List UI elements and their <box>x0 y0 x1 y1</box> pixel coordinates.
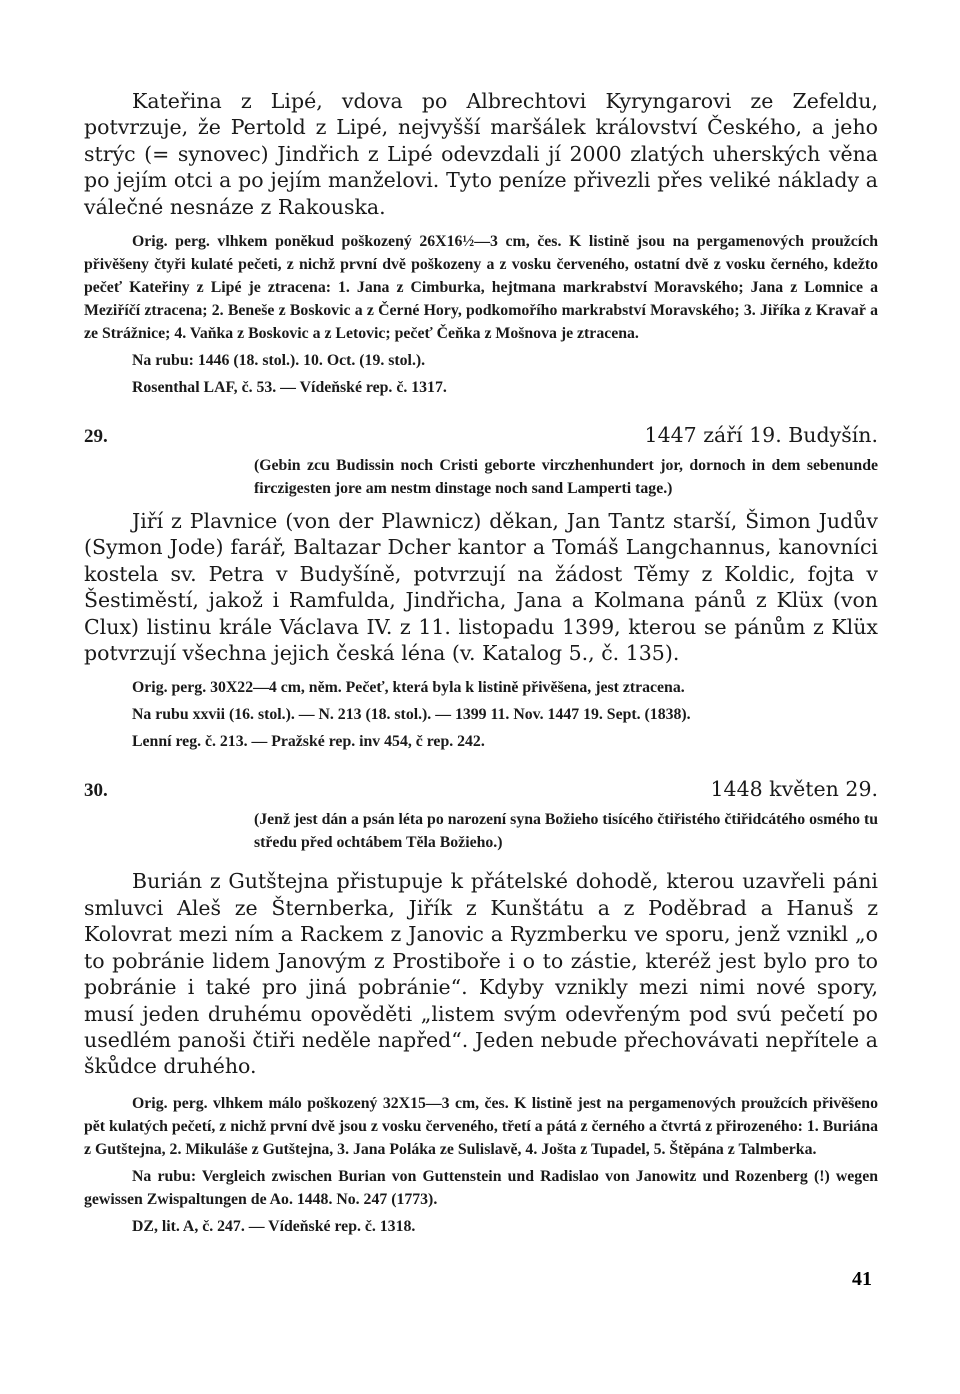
entry-29-note-verso: Na rubu xxvii (16. stol.). — N. 213 (18. stol.). — 1399 11. Nov. 1447 19. Sept. (1838). <box>132 706 691 724</box>
entry-29-heading: (Gebin zcu Budissin noch Cristi geborte virczhenhundert jor, dornoch in dem sebenunde firczigesten jore am nestm dinstage noch sand Lamperti tage.) <box>254 457 878 498</box>
document-page <box>84 88 878 1238</box>
entry-30-note-references: DZ, lit. A, č. 247. — Vídeňské rep. č. 1318. <box>132 1217 416 1235</box>
entry-29-date: 1447 září 19. Budyšín. <box>644 423 878 448</box>
entry-29-number: 29. <box>84 426 108 448</box>
entry-30-number: 30. <box>84 780 108 802</box>
entry-28-text: Kateřina z Lipé, vdova po Albrechtovi Kyryngarovi ze Zefeldu, potvrzuje, že Pertold z Lipé, nejvyšší maršálek království Českého, a jeho strýc (= synovec) Jindřich z Lipé odevzdali jí 2000 zlatých uherských věna po jejím otci a po jejím manželovi. Tyto peníze přivezli přes veliké náklady a válečné nesnáze z Rakouska. <box>84 89 878 219</box>
entry-28-note-verso: Na rubu: 1446 (18. stol.). 10. Oct. (19. stol.). <box>132 352 426 370</box>
entry-29-note-physical: Orig. perg. 30X22—4 cm, něm. Pečeť, která byla k listině přivěšena, jest ztracena. <box>132 679 685 697</box>
entry-28-note-references: Rosenthal LAF, č. 53. — Vídeňské rep. č. 1317. <box>132 379 447 397</box>
entry-28-note-physical: Orig. perg. vlhkem poněkud poškozený 26X16½—3 cm, čes. K listině jsou na pergamenových proužcích přivěšeny čtyři kulaté pečeti, z nichž první dvě poškozeny a z vosku červeného, ostatní dvě z vosku černého, kdežto pečeť Kateřiny z Lipé je ztracena: 1. Jana z Cimburka, hejtmana markrabství Moravského; Jana z Lomnice a Meziříčí ztracena; 2. Beneše z Boskovic a z Černé Hory, podkomořího markrabství Moravského; 3. Jiříka z Kravař a ze Strážnice; 4. Vaňka z Boskovic a z Letovic; pečeť Čeňka z Mošnova je ztracena. <box>84 233 878 343</box>
entry-30-header <box>84 777 878 802</box>
entry-30-note-physical: Orig. perg. vlhkem málo poškozený 32X15—3 cm, čes. K listině jest na pergamenových proužcích přivěšeno pět kulatých pečetí, z nichž první dvě jsou z vosku červeného, třetí a pátá z černého a čtvrtá z přirozeného: 1. Buriána z Gutštejna, 2. Mikuláše z Gutštejna, 3. Jana Poláka ze Sulislavě, 4. Jošta z Tupadel, 5. Štěpána z Talmberka. <box>84 1094 878 1158</box>
entry-30-heading: (Jenž jest dán a psán léta po narození syna Božieho tisícého čtiřistého čtiřidcátého osmého tu středu před ochtábem Těla Božieho.) <box>254 811 878 852</box>
page-number: 41 <box>852 1268 872 1290</box>
entry-29-text: Jiří z Plavnice (von der Plawnicz) děkan, Jan Tantz starší, Šimon Judův (Symon Jode) farář, Baltazar Dcher kantor a Tomáš Langchannus, kanovníci kostela sv. Petra v Budyšíně, potvrzují na žádost Těmy z Koldic, fojta v Šestiměstí, jakož i Ramfulda, Jindřicha, Jana a Kolmana pánů z Klüx (von Clux) listinu krále Václava IV. z 11. listopadu 1399, kterou se pánům z Klüx potvrzují všechna jejich česká léna (v. Katalog 5., č. 135). <box>84 509 878 666</box>
entry-30-date: 1448 květen 29. <box>710 777 878 802</box>
entry-29-header <box>84 423 878 448</box>
entry-30-note-verso: Na rubu: Vergleich zwischen Burian von Guttenstein und Radislao von Janowitz und Rozenberg (!) wegen gewissen Zwispaltungen de Ao. 1448. No. 247 (1773). <box>84 1167 878 1208</box>
entry-30-text: Burián z Gutštejna přistupuje k přátelské dohodě, kterou uzavřeli páni smluvci Aleš ze Šternberka, Jiřík z Kunštátu a z Poděbrad a Hanuš z Kolovrat mezi ním a Rackem z Janovic a Ryzmberku ve sporu, jenž vznikl „o to pobránie lidem Janovým z Prostiboře i o to zástie, kteréž jest bylo pro to pobránie i také pro jiná pobránie“. Kdyby vznikly mezi nimi nové spory, musí jeden druhému opověděti „listem svým odevřeným pod svú pečetí po usedlém panoši čtiři neděle napřed“. Jeden nebude přechovávati nepřítele a škůdce druhého. <box>84 869 878 1079</box>
entry-29-note-references: Lenní reg. č. 213. — Pražské rep. inv 454, č rep. 242. <box>132 733 485 751</box>
